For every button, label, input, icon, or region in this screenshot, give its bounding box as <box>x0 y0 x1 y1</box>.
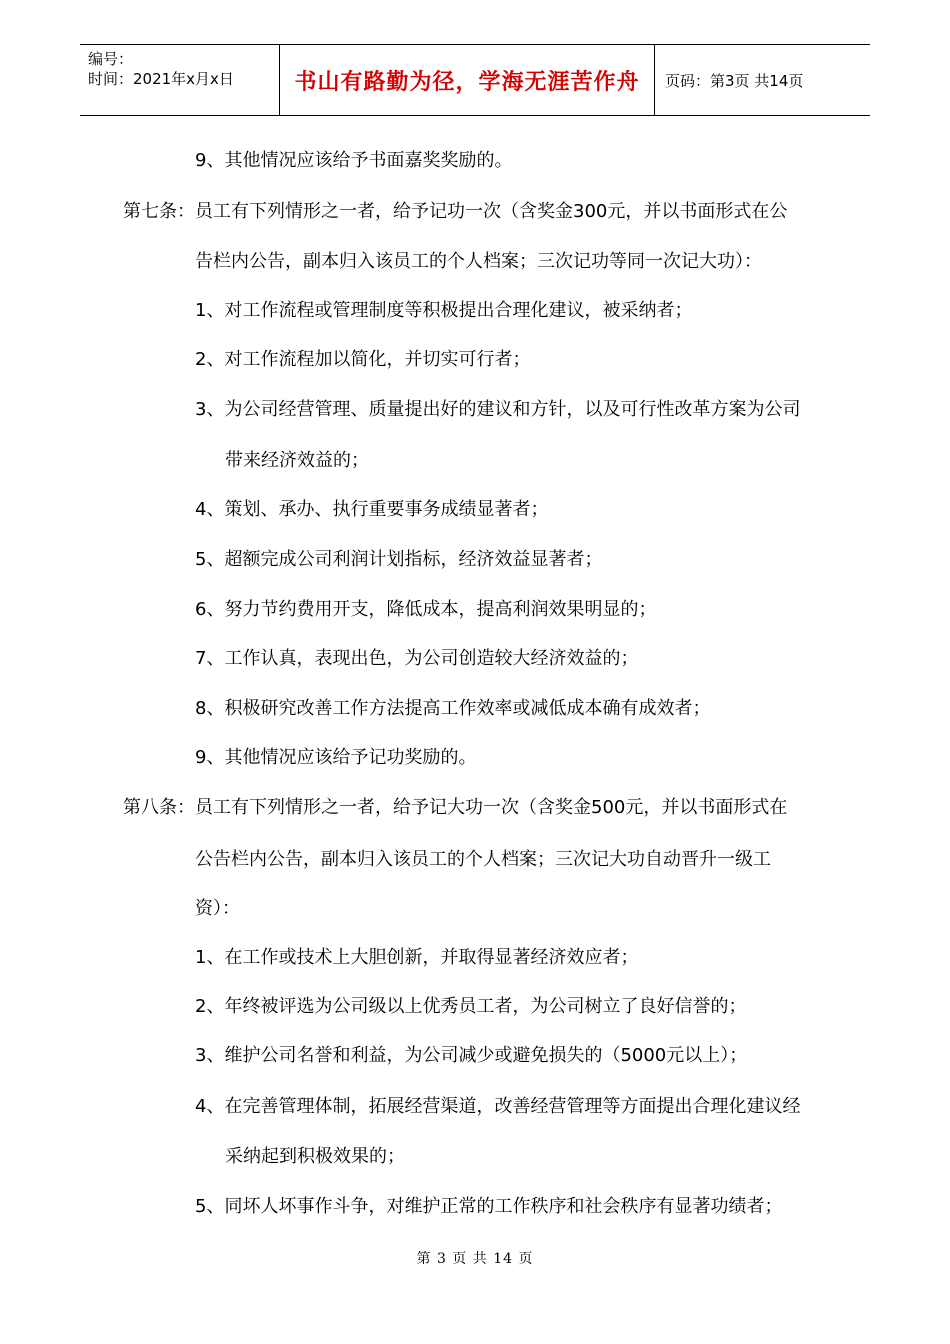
list-item: 4、策划、承办、执行重要事务成绩显著者； <box>195 499 549 520</box>
text-line: 公告栏内公告，副本归入该员工的个人档案；三次记大功自动晋升一级工 <box>195 849 771 870</box>
list-item: 7、工作认真，表现出色，为公司创造较大经济效益的； <box>195 648 639 669</box>
header-page-label: 页码：第3页 共14页 <box>665 71 804 90</box>
text-line: 资）： <box>195 898 240 919</box>
page-footer: 第 3 页 共 14 页 <box>416 1251 534 1267</box>
text-line: 9、其他情况应该给予书面嘉奖奖励的。 <box>195 150 513 171</box>
document-time-label: 时间：2021年x月x日 <box>88 70 234 88</box>
list-item: 1、对工作流程或管理制度等积极提出合理化建议，被采纳者； <box>195 300 693 321</box>
list-item: 2、对工作流程加以简化，并切实可行者； <box>195 349 531 370</box>
document-number-label: 编号： <box>88 50 134 68</box>
header-motto: 书山有路勤为径，学海无涯苦作舟 <box>280 45 655 115</box>
list-item: 4、在完善管理体制，拓展经营渠道，改善经营管理等方面提出合理化建议经 <box>195 1096 801 1117</box>
list-item: 1、在工作或技术上大胆创新，并取得显著经济效应者； <box>195 947 639 968</box>
article-heading-8: 第八条：员工有下列情形之一者，给予记大功一次（含奖金500元，并以书面形式在 <box>123 797 788 818</box>
page-header <box>80 44 870 116</box>
text-line: 带来经济效益的； <box>225 450 369 471</box>
list-item: 6、努力节约费用开支，降低成本，提高利润效果明显的； <box>195 599 657 620</box>
list-item: 3、维护公司名誉和利益，为公司减少或避免损失的（5000元以上）； <box>195 1045 748 1066</box>
text-line: 采纳起到积极效果的； <box>225 1146 405 1167</box>
list-item: 2、年终被评选为公司级以上优秀员工者，为公司树立了良好信誉的； <box>195 996 747 1017</box>
list-item: 9、其他情况应该给予记功奖励的。 <box>195 747 477 768</box>
article-heading-7: 第七条：员工有下列情形之一者，给予记功一次（含奖金300元，并以书面形式在公 <box>123 201 788 222</box>
text-line: 告栏内公告，副本归入该员工的个人档案；三次记功等同一次记大功）： <box>195 251 762 272</box>
header-meta <box>80 45 280 115</box>
list-item: 3、为公司经营管理、质量提出好的建议和方针，以及可行性改革方案为公司 <box>195 399 801 420</box>
list-item: 8、积极研究改善工作方法提高工作效率或减低成本确有成效者； <box>195 698 711 719</box>
list-item: 5、同坏人坏事作斗争，对维护正常的工作秩序和社会秩序有显著功绩者； <box>195 1196 783 1217</box>
list-item: 5、超额完成公司利润计划指标，经济效益显著者； <box>195 549 603 570</box>
